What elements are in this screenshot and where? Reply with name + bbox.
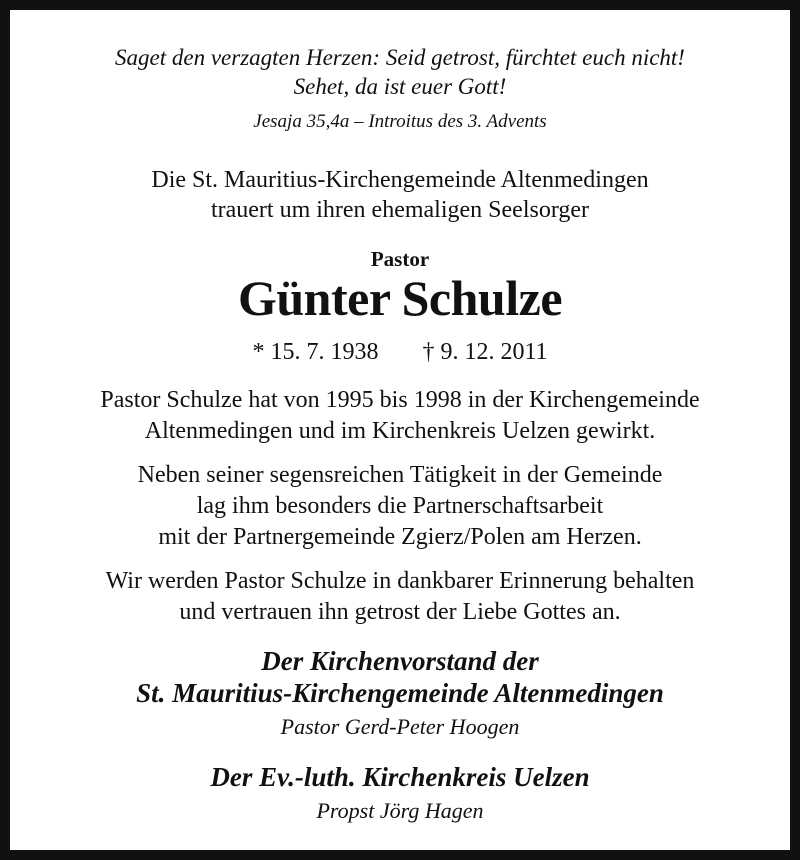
body-p1-line-2: Altenmedingen und im Kirchenkreis Uelzen gewirkt. <box>144 418 656 444</box>
bible-verse-reference: Jesaja 35,4a – Introitus des 3. Advents <box>253 111 547 132</box>
intro-line-1: Die St. Mauritius-Kirchengemeinde Altenmedingen <box>151 167 649 193</box>
death-date: † 9. 12. 2011 <box>422 339 548 365</box>
signatory-person-1: Pastor Gerd-Peter Hoogen <box>280 714 520 739</box>
body-p2-line-1: Neben seiner segensreichen Tätigkeit in der Gemeinde <box>137 462 663 488</box>
body-p3-line-1: Wir werden Pastor Schulze in dankbarer Erinnerung behalten <box>105 568 695 594</box>
bible-verse-line-2: Sehet, da ist euer Gott! <box>293 74 507 99</box>
signatory-org1-line-2: St. Mauritius-Kirchengemeinde Altenmedingen <box>136 678 664 708</box>
signatory-person-2: Propst Jörg Hagen <box>316 798 484 823</box>
birth-date: * 15. 7. 1938 <box>252 339 379 365</box>
life-dates <box>10 340 790 364</box>
signatory-org2: Der Ev.-luth. Kirchenkreis Uelzen <box>210 762 590 792</box>
bible-verse-line-1: Saget den verzagten Herzen: Seid getrost, fürchtet euch nicht! <box>115 45 685 70</box>
signatory-org1-line-1: Der Kirchenvorstand der <box>261 646 539 676</box>
body-p3-line-2: und vertrauen ihn getrost der Liebe Gottes an. <box>179 599 621 625</box>
body-p2-line-2: lag ihm besonders die Partnerschaftsarbeit <box>196 493 604 519</box>
deceased-name: Günter Schulze <box>237 270 563 326</box>
intro-line-2: trauert um ihren ehemaligen Seelsorger <box>210 197 590 223</box>
body-p1-line-1: Pastor Schulze hat von 1995 bis 1998 in der Kirchengemeinde <box>100 387 700 413</box>
body-p2-line-3: mit der Partnergemeinde Zgierz/Polen am Herzen. <box>158 524 642 550</box>
deceased-title: Pastor <box>370 247 430 271</box>
